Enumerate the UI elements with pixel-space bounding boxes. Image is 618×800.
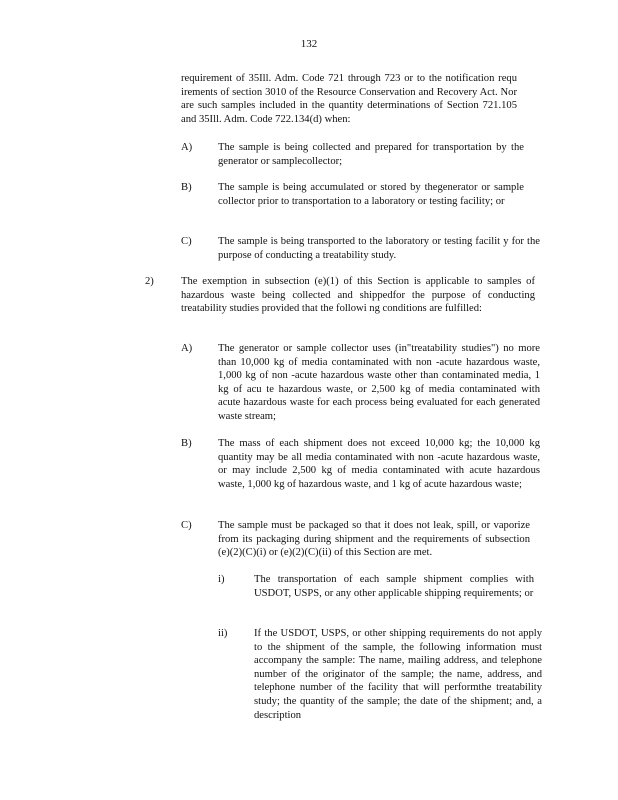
intro-paragraph: requirement of 35Ill. Adm. Code 721 through 723 or to the notification requ irements of section 3010 of the Resource Conservation and Recovery Act. Nor are such samples included in the quantity determinations of Section 721.105 and 35Ill. Adm. Code 722.134(d) when: — [181, 73, 517, 125]
list2-a-label: A) — [181, 343, 193, 354]
list1-c-label: C) — [181, 236, 192, 247]
list3-ii-label: ii) — [218, 628, 228, 639]
page-number: 132 — [300, 38, 318, 50]
list2-b-text: The mass of each shipment does not exceed 10,000 kg; the 10,000 kg quantity may be all media contaminated with non -acute hazardous waste, or may include 2,500 kg of media contaminated with acute hazardous waste, 1,000 kg of hazardous waste, and 1 kg of acute hazardous waste; — [218, 438, 540, 490]
list1-a-label: A) — [181, 142, 193, 153]
list2-c-label: C) — [181, 520, 192, 531]
list2-a-text: The generator or sample collector uses (in"treatability studies") no more than 10,000 kg of media contaminated with non -acute hazardous waste, 1,000 kg of non -acute hazardous waste other than contaminated media, 1 kg of acu te hazardous waste, or 2,500 kg of media contaminated with acute hazardous waste for each process being evaluated for each generated waste stream; — [218, 343, 540, 422]
list3-i-text: The transportation of each sample shipment complies with USDOT, USPS, or any other applicable shipping requirements; or — [254, 574, 534, 599]
list2-c-text: The sample must be packaged so that it does not leak, spill, or vaporize from its packaging during shipment and the requirements of subsection (e)(2)(C)(i) or (e)(2)(C)(ii) of this Section are met. — [218, 520, 530, 559]
list2-b-label: B) — [181, 438, 192, 449]
list1-c-text: The sample is being transported to the laboratory or testing facilit y for the purpose of conducting a treatability study. — [218, 236, 540, 261]
list1-b-label: B) — [181, 182, 192, 193]
item2-text: The exemption in subsection (e)(1) of this Section is applicable to samples of hazardous waste being collected and shippedfor the purpose of conducting treatability studies provided that the followi ng conditions are fulfilled: — [181, 276, 535, 315]
list1-a-text: The sample is being collected and prepared for transportation by the generator or samplecollector; — [218, 142, 524, 167]
list3-ii-text: If the USDOT, USPS, or other shipping requirements do not apply to the shipment of the sample, the following information must accompany the sample: The name, mailing address, and telephone number of the originator of the sample; the name, address, and telephone number of the facility that will performthe treatability study; the quantity of the sample; the date of the shipment; and, a description — [254, 628, 542, 721]
list3-i-label: i) — [218, 574, 225, 585]
list1-b-text: The sample is being accumulated or stored by thegenerator or sample collector prior to transportation to a laboratory or testing facility; or — [218, 182, 524, 207]
item2-label: 2) — [145, 276, 154, 287]
